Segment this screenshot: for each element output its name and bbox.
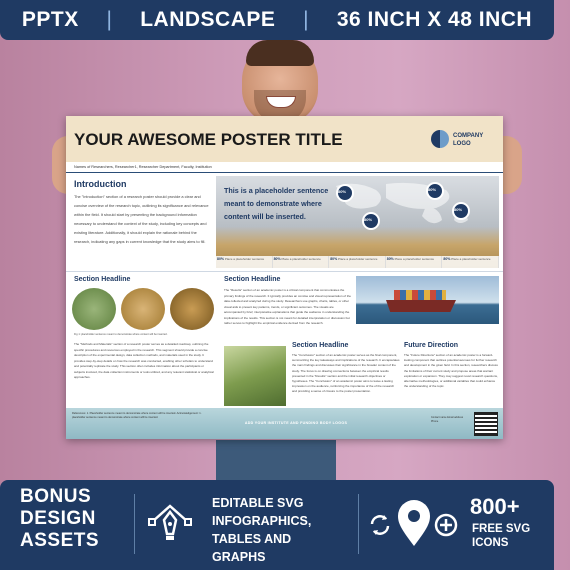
intro-heading: Introduction <box>74 179 127 189</box>
intro-text: The "Introduction" section of a research poster should provide a clear and concise overview of the research topic, outlining its significance and relevance within the field. It should start by presenting the background information necessary to understand the context of the study, including key concepts and existing literature. Additionally, it should explain the rationale behind the research, indicating any gaps in current knowledge that the study aims to fill. <box>74 194 209 244</box>
orientation-label: LANDSCAPE <box>140 8 276 31</box>
section3-text: The "Conclusion" section of an academic poster serves as the final component, summarizing the key takeaways and implications of the research. It encapsulates the main findings and discusses their significance in the broader context of the study. The focus is on drawing connections between the empirical results presented in the "Results" section and the initial research objectives or hypotheses. The "Conclusion" of an academic poster aims to leave a lasting impression on the audience, reinforcing the importance of the of the research and providing a sense of closure to the poster presentation. <box>292 353 400 394</box>
separator: | <box>303 8 310 31</box>
poster-footer <box>66 408 503 439</box>
grain-photo-1 <box>72 288 116 330</box>
poster-authors: Names of Researchers, Researcher1, Researcher Department, Faculty, Institution <box>74 165 212 169</box>
company-logo-icon <box>431 130 449 148</box>
stat-item: 80% Place a placeholder sentence <box>329 256 386 268</box>
bonus-text <box>20 486 99 552</box>
stat-item: 80% Place a placeholder sentence <box>442 256 499 268</box>
editable-line: TABLES AND <box>212 532 292 546</box>
hero-text: This is a placeholder sentence meant to demonstrate where content will be inserted. <box>224 186 329 221</box>
icon-count-label <box>472 522 530 550</box>
future-direction-text: The "Future Directions" section of an academic poster is a forward-looking component that outlines potential avenues for further research and development in the given field. In this section, researchers discuss the limitations of their current study and propose areas that warrant exploration or expansion. They may suggest novel research questions, alternative methodologies, or additional variables that could enhance the understanding of the topic. <box>404 353 498 389</box>
logos-placeholder: ADD YOUR INSTITUTE AND FUNDING BODY LOGOS <box>244 421 348 425</box>
plus-circle-icon <box>436 515 456 535</box>
size-label: 36 INCH X 48 INCH <box>336 8 533 31</box>
pin-label: 80% <box>364 217 373 222</box>
stats-bar <box>216 256 499 268</box>
pin-label: 80% <box>428 187 437 192</box>
pin-label: 80% <box>454 207 463 212</box>
section2-heading: Section Headline <box>224 276 281 283</box>
section-divider <box>66 271 503 272</box>
count-line: ICONS <box>472 537 509 549</box>
header-divider <box>66 172 503 173</box>
icon-set-icon <box>366 494 462 552</box>
location-pin-icon <box>398 500 430 546</box>
editable-line: INFOGRAPHICS, <box>212 514 312 528</box>
section3-heading: Section Headline <box>292 342 349 349</box>
banner-divider <box>358 494 359 554</box>
ship-containers <box>394 290 446 300</box>
grain-photo-3 <box>170 288 214 330</box>
bonus-line: BONUS <box>20 486 92 507</box>
bottom-banner <box>0 480 554 570</box>
top-banner <box>0 0 554 40</box>
poster <box>66 116 503 439</box>
hero-image <box>216 176 499 268</box>
contact-text: Contact name Email address Phone <box>431 416 464 423</box>
grain-photo-2 <box>121 288 165 330</box>
wheat-photo <box>224 346 286 406</box>
stat-item: 80% Place a placeholder sentence <box>386 256 443 268</box>
format-label: PPTX <box>21 8 79 31</box>
references-text: References: 1. Placeholder sentence meant to demonstrate where content will be inserted. Acknowledgement: 1. placeholder sentence meant to demonstrate where content will be inserted. <box>72 412 202 419</box>
separator: | <box>106 8 113 31</box>
ship-hull <box>386 300 456 312</box>
qr-code-icon <box>474 412 498 436</box>
stat-item: 80% Place a placeholder sentence <box>216 256 273 268</box>
cargo-ship-photo <box>356 276 499 324</box>
stat-item: 80% Place a placeholder sentence <box>273 256 330 268</box>
pin-label: 80% <box>338 189 347 194</box>
bonus-line: DESIGN <box>20 508 96 529</box>
banner-divider <box>134 494 135 554</box>
future-direction-heading: Future Direction <box>404 342 459 349</box>
refresh-icon <box>372 515 388 535</box>
person-jeans <box>216 440 336 480</box>
icon-count: 800+ <box>470 494 520 519</box>
section1-text: The "Methods and Materials" section of a research poster serves as a detailed roadmap, outlining the specific procedures and resources employed in the research. This segment should provide a concise description of the experimental design, data collection methods, and materials used in the study. It provides step-by-step details on how the research was conducted, enabling other scholars to understand and potentially replicate the study. This section often includes information about the participants or subjects involved, the data collection instruments or tools utilized, and any relevant statistical or analytical approaches. <box>74 342 214 379</box>
person-hair <box>246 40 314 66</box>
section2-text: The "Results" section of an academic poster is a critical component that communicates the primary findings of the research. It typically provides an concise and visual representation of the data collected and analyzed during the study. Researchers use graphs, charts, tables, or other visual aids to present key patterns, trends, or significant outcomes. The visuals are accompanied by brief, interpretative explanations that guide the audience in understanding the implications of the results. This section is not meant for detailed interpretation or discussion but rather serves to highlight the empirical evidence derived from the research. <box>224 288 351 325</box>
editable-assets-text <box>212 494 311 566</box>
section1-heading: Section Headline <box>74 276 131 283</box>
count-line: FREE SVG <box>472 523 531 535</box>
editable-line: EDITABLE SVG <box>212 496 304 510</box>
pen-tool-icon <box>146 498 194 546</box>
company-logo-text: COMPANY LOGO <box>453 133 484 147</box>
editable-line: GRAPHS <box>212 550 266 564</box>
figure-caption: Fig 1: placeholder sentence meant to demonstrate where content will be inserted. <box>74 333 168 336</box>
bonus-line: ASSETS <box>20 530 100 551</box>
poster-title: YOUR AWESOME POSTER TITLE <box>74 130 343 149</box>
